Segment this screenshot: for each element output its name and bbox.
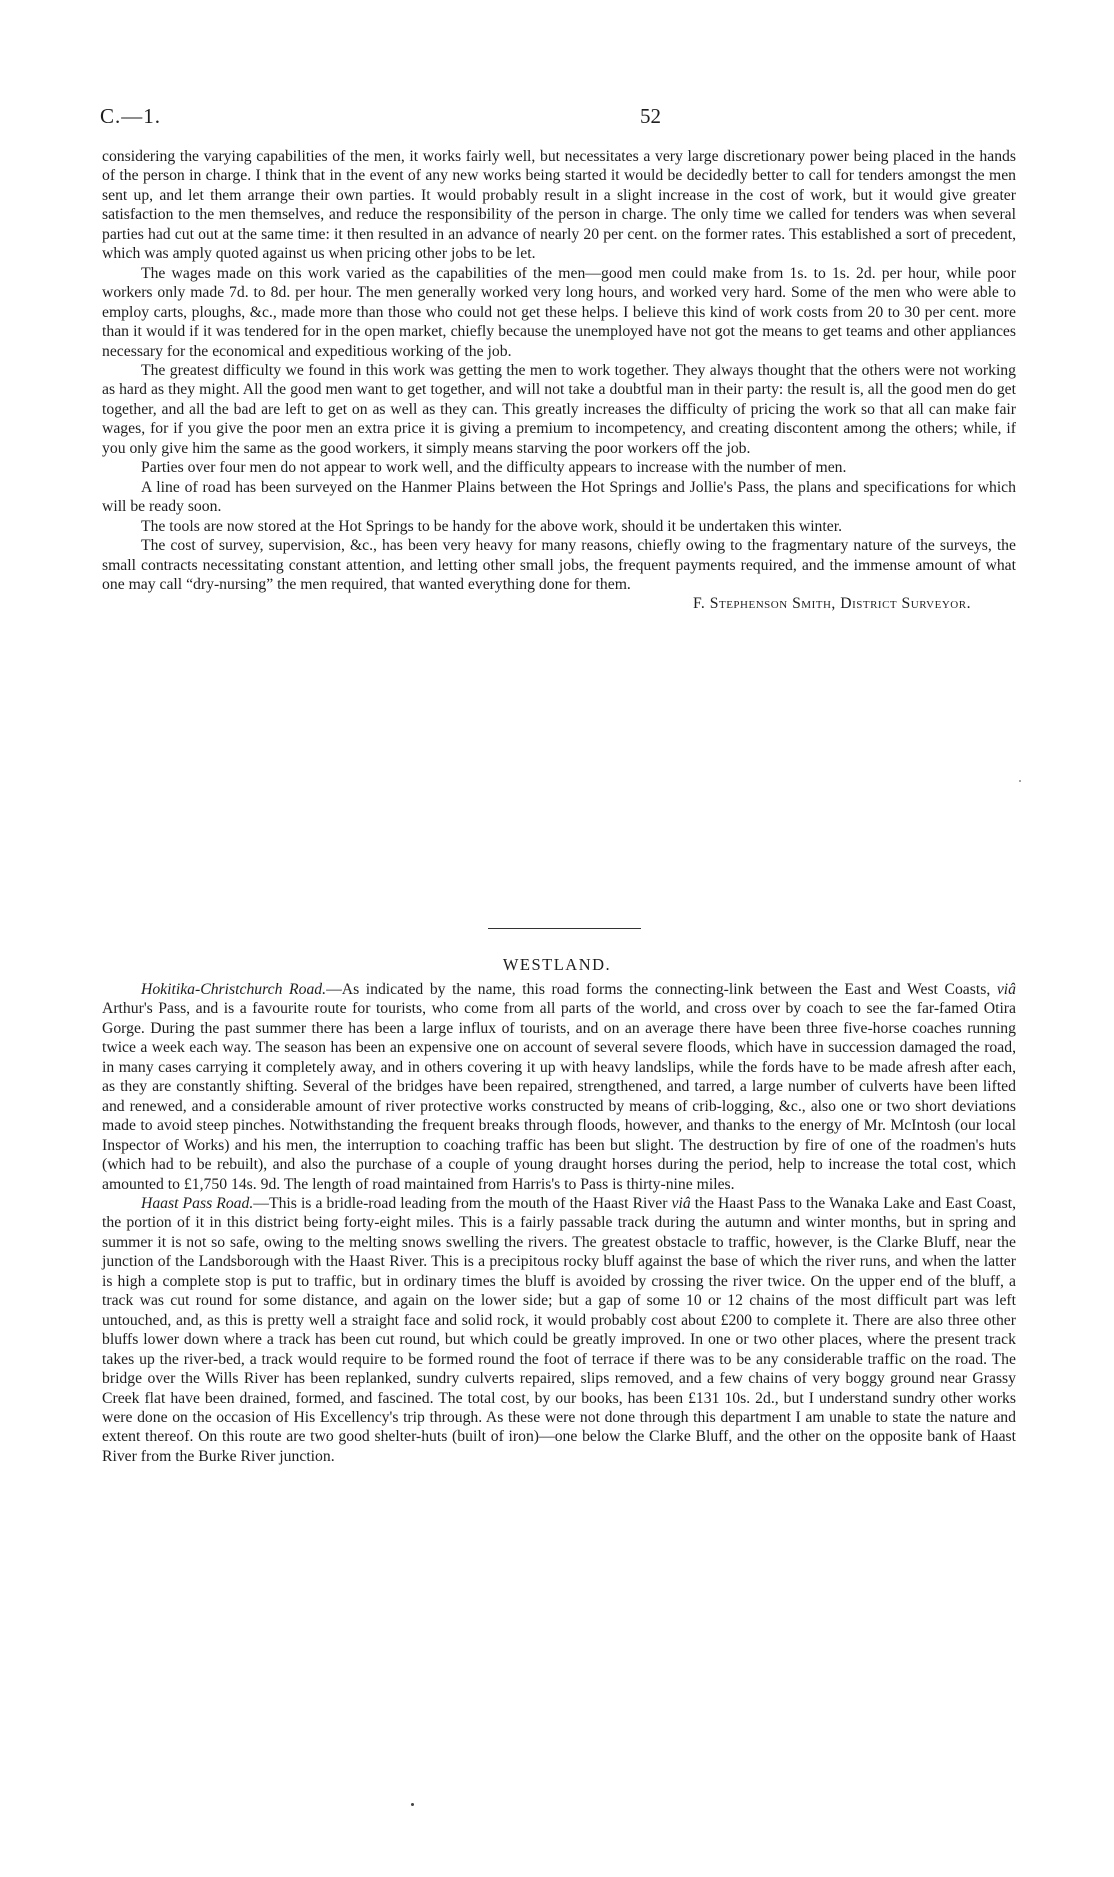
paragraph: The tools are now stored at the Hot Springs to be handy for the above work, should it be undertaken this winter. xyxy=(141,517,842,535)
paragraph: considering the varying capabilities of the men, it works fairly well, but necessitates a very large discretionary power being placed in the hands of the person in charge. I think that in the event of any new works being started it would be decidedly better to call for tenders amongst the men sent up, and let them arrange their own parties. It would probably result in a slight increase in the cost of work, but it would give greater satisfaction to the men themselves, and reduce the responsibility of the person in charge. The only time we called for tenders was when several parties had cut out at the same time: it then resulted in an advance of nearly 20 per cent. on the former rates. This established a sort of precedent, which was amply quoted against us when pricing other jobs to be let. xyxy=(102,148,1016,263)
paragraph: The greatest difficulty we found in this work was getting the men to work together. They always thought that the others were not working as hard as they might. All the good men want to get together, and will not take a doubtful man in their party: the result is, all the good men do get together, and all the bad are left to get on as well as they can. This greatly increases the difficulty of pricing the work so that all can make fair wages, for if you give the poor men an extra price it is giving a premium to incompetency, and creating discontent among the others; while, if you only give him the same as the good workers, it simply means starving the poor workers off the job. xyxy=(102,361,1016,457)
print-speck xyxy=(1019,780,1021,782)
paragraph: The cost of survey, supervision, &c., has been very heavy for many reasons, chiefly owing to the fragmentary nature of the surveys, the small contracts necessitating constant attention, and letting other small jobs, the frequent payments required, and the immense amount of what one may call “dry-nursing” the men required, that wanted everything done for them. xyxy=(102,537,1016,593)
road-heading: Haast Pass Road. xyxy=(141,1194,254,1212)
print-dot xyxy=(411,1803,414,1806)
paragraph: Hokitika-Christchurch Road.—As indicated by the name, this road forms the connecting-link between the East and West Coasts, viâ Arthur's Pass, and is a favourite route for tourists, who come from all parts of the world, and cross over by coach to see the far-famed Otira Gorge. During the past summer there has been a large influx of tourists, and on an average there have been three five-horse coaches running twice a week each way. The season has been an expensive one on account of several severe floods, which have in succession damaged the road, in many cases carrying it completely away, and in others covering it up with heavy landslips, while the fords have to be made afresh after each, as they are constantly shifting. Several of the bridges have been repaired, strengthened, and tarred, a large number of culverts have been lifted and renewed, and a considerable amount of river protective works constructed by means of crib-logging, &c., also one or two short deviations made to avoid steep pinches. Notwithstanding the frequent breaks through floods, however, and thanks to the energy of Mr. McIntosh (our local Inspector of Works) and his men, the interruption to coaching traffic has been but slight. The destruction by fire of one of the roadmen's huts (which had to be rebuilt), and also the purchase of a couple of young draught horses during the period, help to increase the total cost, which amounted to £1,750 14s. 9d. The length of road maintained from Harris's to Pass is thirty-nine miles. xyxy=(102,981,1016,1193)
signature: F. Stephenson Smith, District Surveyor. xyxy=(692,595,971,613)
page-number: 52 xyxy=(640,104,661,128)
westland-section-text xyxy=(102,980,1016,1466)
continued-report-text xyxy=(102,147,1016,614)
paragraph: Haast Pass Road.—This is a bridle-road leading from the mouth of the Haast River viâ the Haast Pass to the Wanaka Lake and East Coast, the portion of it in this district being forty-eight miles. This is a fairly passable track during the autumn and winter months, but in spring and summer it is not so safe, owing to the melting snows swelling the rivers. The greatest obstacle to traffic, however, is the Clarke Bluff, near the junction of the Landsborough with the Haast River. This is a precipitous rocky bluff against the base of which the river runs, and when the latter is high a complete stop is put to traffic, but in ordinary times the bluff is avoided by crossing the river twice. On the upper end of the bluff, a track was cut round for some distance, and again on the lower side; but a gap of some 10 or 12 chains of the most difficult part was left untouched, and, as this is pretty well a straight face and solid rock, it would probably cost about £200 to complete it. There are also three other bluffs lower down where a track has been cut round, but which could be greatly improved. In one or two other places, where the present track takes up the river-bed, a track would require to be formed round the foot of terrace if there was to be any considerable traffic on the road. The bridge over the Wills River has been replanked, sundry culverts repaired, slips removed, and a few chains of very boggy ground near Grassy Creek flat have been drained, formed, and fascined. The total cost, by our books, has been £131 10s. 2d., but I understand sundry other works were done on the occasion of His Excellency's trip through. As these were not done through this department I am unable to state the nature and extent thereof. On this route are two good shelter-huts (built of iron)—one below the Clarke Bluff, and the other on the opposite bank of Haast River from the Burke River junction. xyxy=(102,1194,1016,1465)
road-heading: Hokitika-Christchurch Road. xyxy=(141,981,327,998)
paragraph: A line of road has been surveyed on the Hanmer Plains between the Hot Springs and Jollie's Pass, the plans and specifications for which will be ready soon. xyxy=(102,478,1016,516)
paragraph: Parties over four men do not appear to work well, and the difficulty appears to increase with the number of men. xyxy=(141,459,847,477)
section-heading: WESTLAND. xyxy=(502,955,612,974)
page-header xyxy=(100,104,1020,134)
paragraph: The wages made on this work varied as the capabilities of the men—good men could make from 1s. to 1s. 2d. per hour, while poor workers only made 7d. to 8d. per hour. The men generally worked very long hours, and worked very hard. Some of the men who were able to employ carts, ploughs, &c., made more than those who could not get these helps. I believe this kind of work costs from 20 to 30 per cent. more than it would if it was tendered for in the open market, chiefly because the unemployed have not got the means to get teams and other appliances necessary for the economical and expeditious working of the job. xyxy=(102,264,1016,360)
document-reference: C.—1. xyxy=(100,104,162,128)
section-divider xyxy=(488,928,641,929)
